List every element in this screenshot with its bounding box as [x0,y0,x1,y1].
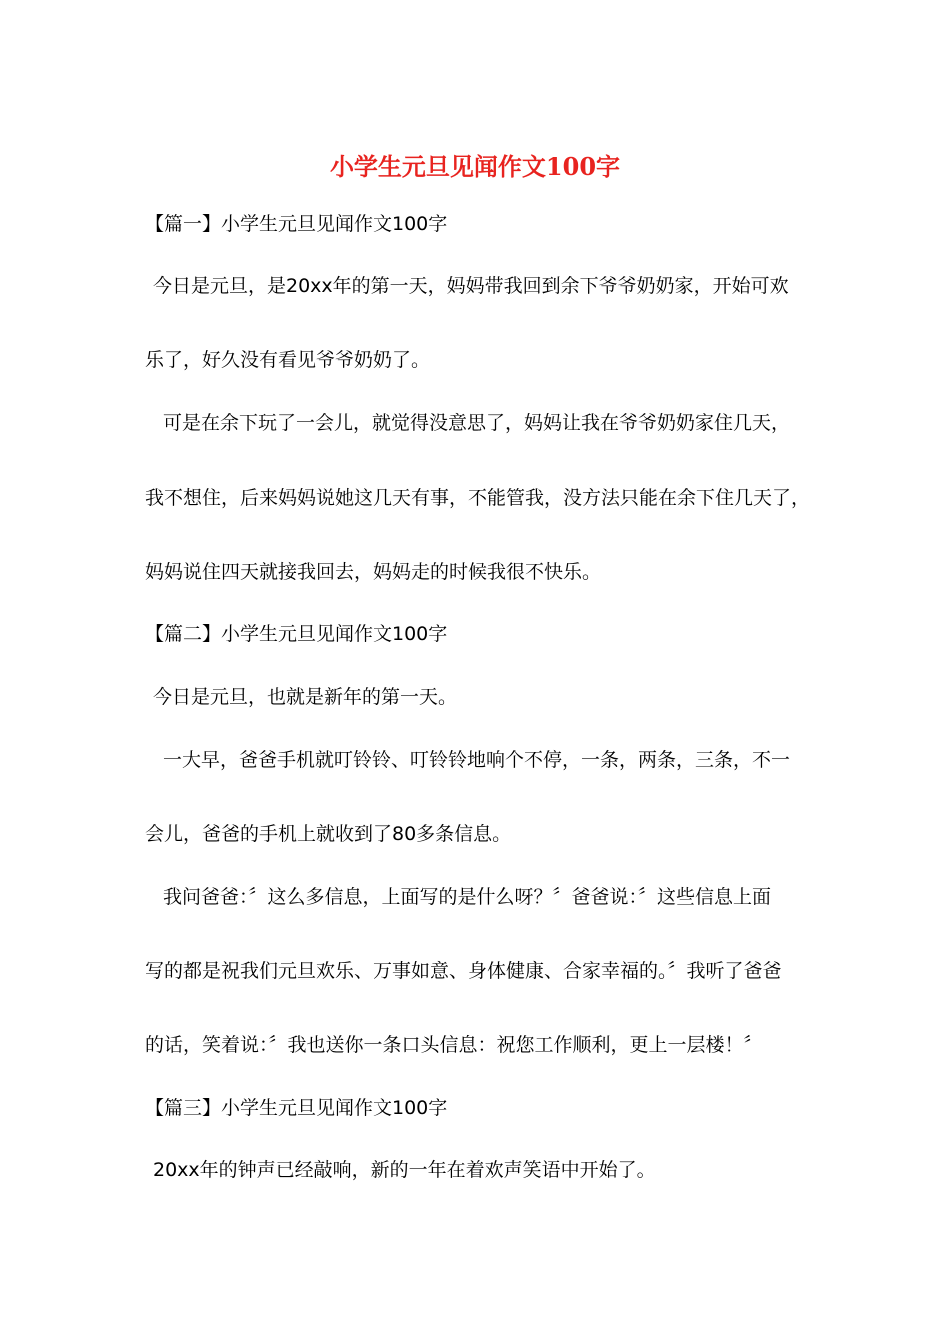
paragraph-line: 我问爸爸：〞这么多信息，上面写的是什么呀？〞爸爸说：〞这些信息上面 [163,886,772,908]
paragraph-line: 可是在余下玩了一会儿，就觉得没意思了，妈妈让我在爷爷奶奶家住几天， [163,412,791,434]
paragraph-line: 20xx年的钟声已经敲响，新的一年在着欢声笑语中开始了。 [153,1159,656,1181]
paragraph-line: 今日是元旦，也就是新年的第一天。 [153,686,458,708]
paragraph-line: 写的都是祝我们元旦欢乐、万事如意、身体健康、合家幸福的。〞我听了爸爸 [145,960,782,982]
paragraph-line: 一大早，爸爸手机就叮铃铃、叮铃铃地响个不停，一条，两条，三条，不一 [163,749,791,771]
section-heading-2: 【篇二】小学生元旦见闻作文100字 [145,623,448,645]
paragraph-line: 我不想住，后来妈妈说她这几天有事，不能管我，没方法只能在余下住几天了， [145,487,811,509]
section-heading-1: 【篇一】小学生元旦见闻作文100字 [145,213,448,235]
section-heading-3: 【篇三】小学生元旦见闻作文100字 [145,1097,448,1119]
document-title: 小学生元旦见闻作文100字 [329,152,621,181]
paragraph-line: 会儿，爸爸的手机上就收到了80多条信息。 [145,823,512,845]
paragraph-line: 今日是元旦，是20xx年的第一天，妈妈带我回到余下爷爷奶奶家，开始可欢 [153,275,789,297]
paragraph-line: 妈妈说住四天就接我回去，妈妈走的时候我很不快乐。 [145,561,602,583]
paragraph-line: 乐了，好久没有看见爷爷奶奶了。 [145,349,431,371]
paragraph-line: 的话，笑着说：〞我也送你一条口头信息：祝您工作顺利，更上一层楼！〞 [145,1034,763,1056]
